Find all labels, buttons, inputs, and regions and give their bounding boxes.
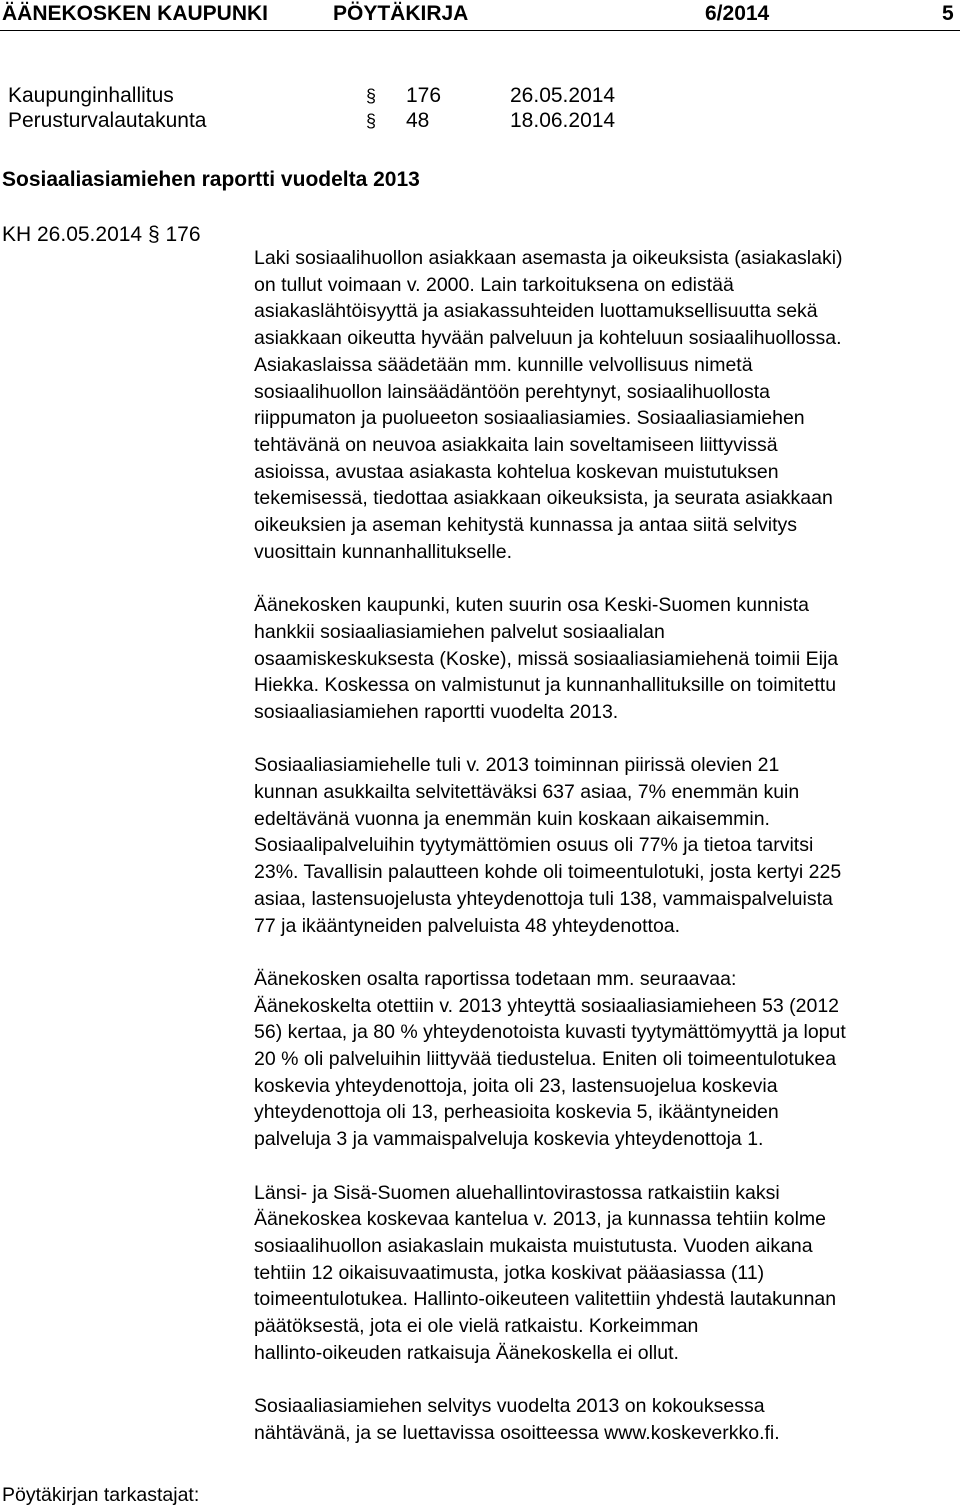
header-city: ÄÄNEKOSKEN KAUPUNKI [2, 2, 269, 25]
text-line: Laki sosiaalihuollon asiakkaan asemasta ja oikeuksista (asiakaslaki) [254, 247, 843, 269]
text-line: osaamiskeskuksesta (Koske), missä sosiaaliasiamiehenä toimii Eija [254, 647, 839, 670]
header-page-number: 5 [942, 2, 954, 25]
text-line: riippumaton ja puolueeton sosiaaliasiamies. Sosiaaliasiamiehen [254, 407, 805, 430]
text-line: tehtävänä on neuvoa asiakkaita lain soveltamiseen liittyvissä [254, 433, 778, 456]
text-line: tekemisessä, tiedottaa asiakkaan oikeuksista, ja seurata asiakkaan [254, 487, 833, 510]
meeting-number: 176 [406, 84, 442, 107]
text-line: toimeentulotukea. Hallinto-oikeuteen valitettiin yhdestä lautakunnan [254, 1288, 837, 1311]
meeting-date: 26.05.2014 [510, 84, 616, 107]
header-doc-number: 6/2014 [705, 2, 770, 25]
paragraph-1 [254, 245, 944, 565]
text-line: asiakkaan oikeutta hyvään palveluun ja kohteluun sosiaalihuollossa. [254, 327, 842, 350]
section-symbol: § [366, 86, 377, 106]
text-line: palveluja 3 ja vammaispalveluja koskevia yhteydenottoja 1. [254, 1128, 764, 1151]
section-reference: KH 26.05.2014 § 176 [2, 223, 201, 246]
text-line: sosiaaliasiamiehen raportti vuodelta 2013. [254, 700, 619, 723]
section-symbol: § [366, 111, 377, 131]
text-line: hallinto-oikeuden ratkaisuja Äänekoskella ei ollut. [254, 1341, 679, 1364]
paragraph-6 [254, 1393, 944, 1446]
text-line: asioissa, avustaa asiakasta kohtelua koskevan muistutuksen [254, 460, 779, 483]
meeting-number: 48 [406, 109, 430, 132]
text-line: koskevia yhteydenottoja, joita oli 23, lastensuojelua koskevia [254, 1074, 778, 1097]
text-line: Sosiaaliasiamiehelle tuli v. 2013 toiminnan piirissä olevien 21 [254, 754, 780, 777]
text-line: oikeuksien ja aseman kehitystä kunnassa ja antaa siitä selvitys [254, 514, 798, 537]
text-line: päätöksestä, jota ei ole vielä ratkaistu. Korkeimman [254, 1315, 699, 1338]
text-line: Länsi- ja Sisä-Suomen aluehallintovirastossa ratkaistiin kaksi [254, 1181, 780, 1204]
text-line: edeltävänä vuonna ja enemmän kuin koskaan aikaisemmin. [254, 807, 770, 830]
text-line: sosiaalihuollon asiakaslain mukaista muistutusta. Vuoden aikana [254, 1234, 813, 1257]
text-line: kunnan asukkailta selvitettäväksi 637 asiaa, 7% enemmän kuin [254, 781, 800, 804]
text-line: Asiakaslaissa säädetään mm. kunnille velvollisuus nimetä [254, 353, 753, 376]
paragraph-3 [254, 752, 944, 939]
paragraph-5 [254, 1180, 944, 1367]
text-line: Äänekoskea koskevaa kantelua v. 2013, ja kunnassa tehtiin kolme [254, 1208, 826, 1231]
paragraph-2 [254, 592, 944, 726]
paragraph-4 [254, 966, 944, 1153]
text-line: vuosittain kunnanhallitukselle. [254, 540, 512, 563]
text-line: 77 ja ikääntyneiden palveluista 48 yhteydenottoa. [254, 914, 681, 937]
text-line: Sosiaaliasiamiehen selvitys vuodelta 2013 on kokouksessa [254, 1395, 765, 1418]
text-line: 23%. Tavallisin palautteen kohde oli toimeentulotuki, josta kertyi 225 [254, 861, 842, 884]
text-line: 20 % oli palveluihin liittyvää tiedustelua. Eniten oli toimeentulotukea [254, 1048, 837, 1071]
text-line: Äänekosken osalta raportissa todetaan mm. seuraavaa: [254, 967, 737, 990]
text-line: nähtävänä, ja se luettavissa osoitteessa www.koskeverkko.fi. [254, 1421, 780, 1444]
document-body [254, 245, 944, 1473]
meeting-organ: Kaupunginhallitus [8, 84, 174, 107]
minutes-reviewers-label: Pöytäkirjan tarkastajat: [2, 1484, 200, 1506]
meeting-organ: Perusturvalautakunta [8, 109, 207, 132]
text-line: asiaa, lastensuojelusta yhteydenottoja tuli 138, vammaispalveluista [254, 887, 833, 910]
text-line: on tullut voimaan v. 2000. Lain tarkoituksena on edistää [254, 273, 734, 296]
document-title: Sosiaaliasiamiehen raportti vuodelta 2013 [2, 168, 420, 191]
meeting-date: 18.06.2014 [510, 109, 616, 132]
text-line: tehtiin 12 oikaisuvaatimusta, jotka koskivat pääasiassa (11) [254, 1261, 765, 1284]
text-line: asiakaslähtöisyyttä ja asiakassuhteiden luottamuksellisuutta sekä [254, 300, 818, 323]
text-line: Äänekosken kaupunki, kuten suurin osa Keski-Suomen kunnista [254, 594, 809, 617]
text-line: hankkii sosiaaliasiamiehen palvelut sosiaalialan [254, 620, 665, 643]
text-line: 56) kertaa, ja 80 % yhteydenotoista kuvasti tyytymättömyyttä ja loput [254, 1021, 846, 1044]
text-line: sosiaalihuollon lainsäädäntöön perehtynyt, sosiaalihuollosta [254, 380, 771, 403]
text-line: yhteydenottoja oli 13, perheasioita koskevia 5, ikääntyneiden [254, 1101, 779, 1124]
text-line: Sosiaalipalveluihin tyytymättömien osuus oli 77% ja tietoa tarvitsi [254, 834, 814, 857]
text-line: Hiekka. Koskessa on valmistunut ja kunnanhallituksille on toimitettu [254, 674, 837, 697]
page-header [0, 0, 960, 31]
text-line: Äänekoskelta otettiin v. 2013 yhteyttä sosiaaliasiamieheen 53 (2012 [254, 994, 840, 1017]
header-doc-type: PÖYTÄKIRJA [333, 2, 469, 25]
